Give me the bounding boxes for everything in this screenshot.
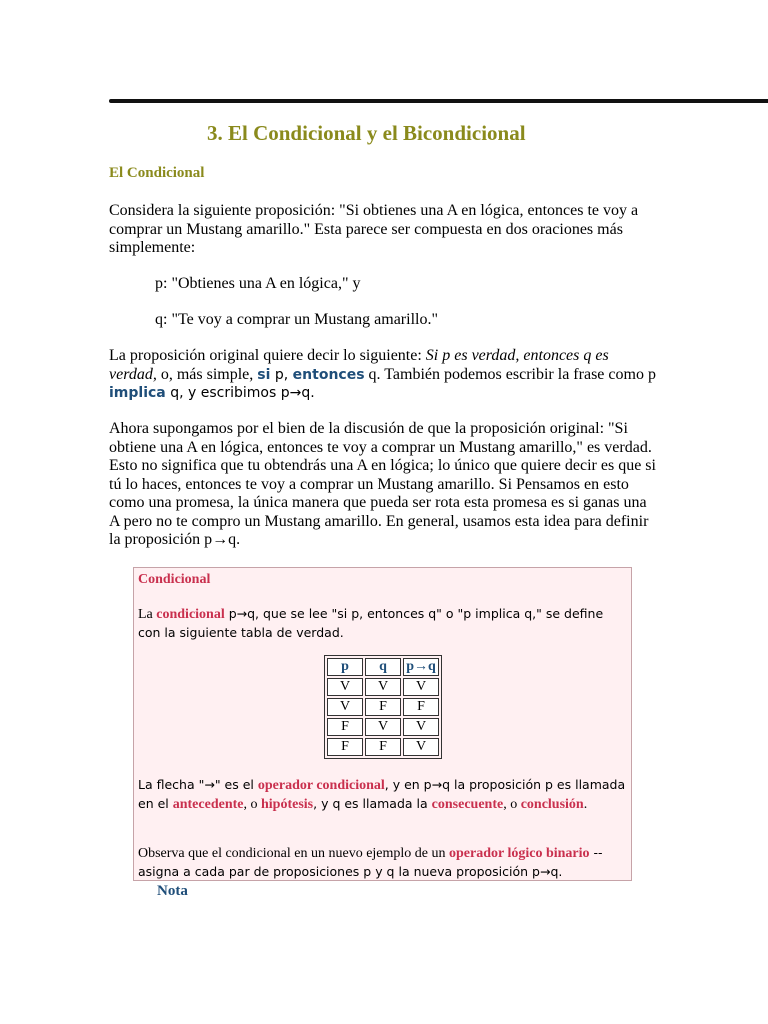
term-consecuente: consecuente [431,796,504,812]
table-row [327,718,439,736]
meaning-text: q. También podemos escribir la frase como p [364,365,656,383]
header-implication: p→q [403,658,439,676]
nota-heading: Nota [157,883,188,899]
meaning-text: p, [270,366,293,383]
table-cell: V [403,718,439,736]
truth-table-header [327,658,439,676]
table-cell: F [365,698,401,716]
definition-title: Condicional [138,572,211,587]
arrow-fragment: La flecha "→" es el [138,777,258,792]
observation-text [138,844,626,881]
intro-paragraph: Considera la siguiente proposición: "Si obtienes una A en lógica, entonces te voy a comprar un Mustang amarillo." Esta parece ser compuesta en dos oraciones más simplemente: [109,202,639,256]
meaning-text: q, y escribimos p→q. [165,385,315,401]
arrow-fragment: . [583,796,588,812]
observation-fragment: -- asigna a cada par de proposiciones p y q la nueva proposición p→q. [138,845,603,879]
page-title: 3. El Condicional y el Bicondicional [207,121,526,145]
table-cell: V [365,678,401,696]
term-hipotesis: hipótesis [261,796,314,812]
table-cell: F [327,738,363,756]
meaning-text: La proposición original quiere decir lo siguiente: [109,347,426,364]
definition-fragment: La [138,607,157,622]
keyword-entonces: entonces [292,366,365,383]
meaning-text: o, más simple, [156,365,258,383]
table-cell: V [327,698,363,716]
keyword-si: si [257,366,271,383]
table-cell: F [365,738,401,756]
proposition-q: q: "Te voy a comprar un Mustang amarillo." [155,311,438,328]
arrow-fragment: , y q es llamada la [313,795,432,811]
term-operador-logico-binario: operador lógico binario [449,846,590,861]
table-row [327,698,439,716]
table-cell: V [327,678,363,696]
definition-fragment: p→q, que se lee "si p, entonces q" o "p implica q," se define con la siguiente tabla de verdad. [138,606,604,640]
proposition-p: p: "Obtienes una A en lógica," y [155,275,361,292]
observation-fragment: Observa que el condicional en un nuevo ejemplo de un [138,846,450,861]
table-cell: F [327,718,363,736]
table-cell: V [403,738,439,756]
table-row [327,738,439,756]
keyword-implica: implica [109,385,166,401]
table-cell: F [403,698,439,716]
truth-table [324,655,442,759]
term-conclusion: conclusión [520,796,584,812]
header-p: p [327,658,363,676]
discussion-paragraph: Ahora supongamos por el bien de la discusión de que la proposición original: "Si obtiene una A en lógica, entonces te voy a comprar un Mustang amarillo," es verdad. Esto no significa que tu obtendrás una A en lógica; lo único que quiere decir es que si tú lo haces, entonces te voy a comprar un Mustang amarillo. Si Pensamos en esto como una promesa, la única manera que pueda ser rota esta promesa es si ganas una A pero no te compro un Mustang amarillo. En general, usamos esta idea para definir la proposición p→q. [109,420,656,548]
meaning-italic: Si p es verdad, entonces q es verdad, [109,347,609,383]
arrow-fragment: , o [503,796,521,812]
arrow-fragment: , o [243,796,261,812]
definition-text [138,605,626,642]
section-heading: El Condicional [109,165,205,181]
table-cell: V [365,718,401,736]
definition-box [133,567,632,881]
table-cell: V [403,678,439,696]
arrow-explanation [138,776,626,813]
meaning-paragraph [109,347,657,403]
horizontal-rule [109,99,768,103]
header-q: q [365,658,401,676]
table-row [327,678,439,696]
term-operador-condicional: operador condicional [257,778,385,793]
term-antecedente: antecedente [172,796,244,812]
arrow-fragment: , y en p→q la proposición p es llamada en el [138,777,626,811]
term-condicional: condicional [156,607,225,622]
